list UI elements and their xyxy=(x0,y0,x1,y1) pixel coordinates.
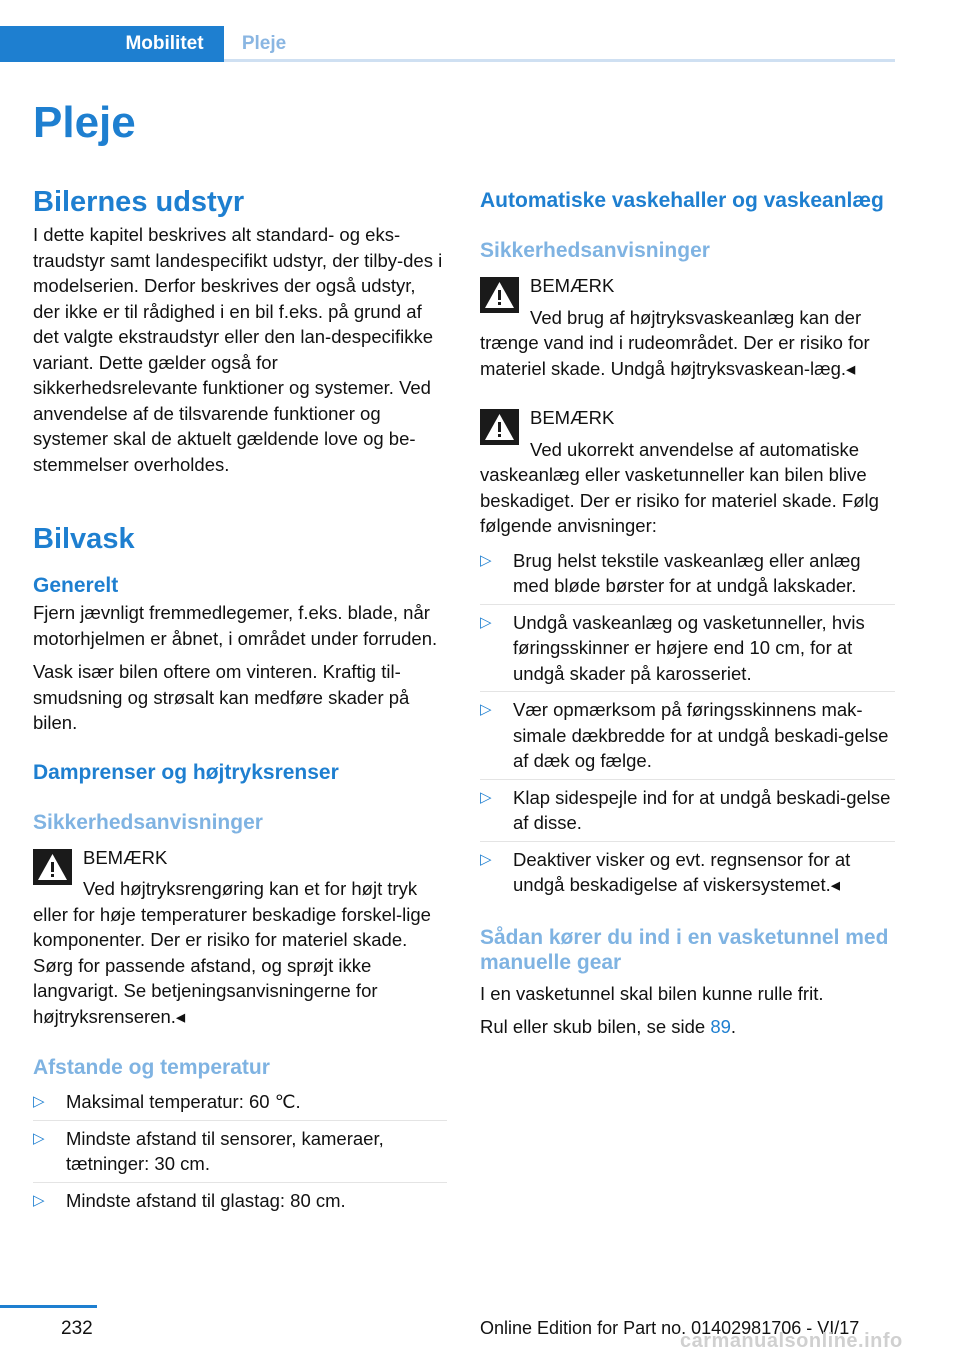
paragraph-udstyr: I dette kapitel beskrives alt standard- og eks-traudstyr samt landespecifikt udstyr, der tilby-des i modelserien. Derfor beskrives der også udstyr, der ikke er til rådighed i en bil f.eks. på grund af det valgte ekstraudstyr eller den lan-despecifikke variant. Dette gælder også for sikkerhedsrelevante funktioner og systemer. Ved anvendelse af de tilsvarende funktioner og systemer skal de aktuelt gældende love og be-stemmelser overholdes. xyxy=(33,224,443,475)
triangle-bullet-icon: ▷ xyxy=(480,701,492,718)
right-column xyxy=(480,184,895,1040)
triangle-bullet-icon: ▷ xyxy=(33,1093,45,1110)
left-column xyxy=(33,184,447,1218)
heading-bilvask: Bilvask xyxy=(33,523,135,555)
warning-icon xyxy=(33,849,72,885)
list-item: ▷ Mindste afstand til glastag: 80 cm. xyxy=(33,1183,447,1219)
page-title: Pleje xyxy=(33,98,136,147)
breadcrumb xyxy=(0,26,895,62)
breadcrumb-mobilitet[interactable]: Mobilitet xyxy=(105,26,224,62)
triangle-bullet-icon: ▷ xyxy=(33,1129,45,1147)
footer-rule xyxy=(0,1305,97,1308)
watermark: carmanualsonline.info xyxy=(680,1330,903,1352)
list-item: ▷ Mindste afstand til sensorer, kameraer, tætninger: 30 cm. xyxy=(33,1121,447,1183)
triangle-bullet-icon: ▷ xyxy=(480,613,492,631)
warning-icon xyxy=(480,409,519,445)
heading-automatiske-vaskehaller: Automatiske vaskehaller og vaskeanlæg xyxy=(480,189,884,212)
paragraph-generelt-2: Vask især bilen oftere om vinteren. Kraftig til-smudsning og strøsalt kan medføre skader på bilen. xyxy=(33,661,410,733)
note-vaskeanlaeg xyxy=(480,405,895,539)
note-text-first: Ved brug af højtryksvaskeanlæg kan der xyxy=(530,306,862,328)
warning-icon xyxy=(480,277,519,313)
note-label: BEMÆRK xyxy=(530,407,615,428)
breadcrumb-rule xyxy=(224,59,895,62)
edition-text: Online Edition for Part no. 01402981706 - VI/17 xyxy=(480,1318,860,1338)
paragraph-generelt-1: Fjern jævnligt fremmedlegemer, f.eks. blade, når motorhjelmen er åbnet, i området under forruden. xyxy=(33,602,438,649)
note-text-rest: eller for høje temperaturer beskadige forskel-lige komponenter. Der er risiko for materiel skade. Sørg for passende afstand, og sprøjt ikke langvarigt. Se betjeningsanvisningerne for højtryksrenseren.◂ xyxy=(33,903,431,1027)
note-text-rest: vaskeanlæg eller vasketunneller kan bilen blive beskadiget. Der er risiko for materiel skade. Følg følgende anvisninger: xyxy=(480,464,879,536)
heading-sikkerhedsanvisninger-left: Sikkerhedsanvisninger xyxy=(33,810,263,834)
breadcrumb-accent xyxy=(0,26,105,62)
list-item: ▷ Vær opmærksom på føringsskinnens mak-simale dækbredde for at undgå beskadi-gelse af dæk og fælge. xyxy=(480,692,895,780)
paragraph-tunnel-2: Rul eller skub bilen, se side 89. xyxy=(480,1016,737,1037)
triangle-bullet-icon: ▷ xyxy=(480,850,492,868)
heading-damprenser: Damprenser og højtryksrenser xyxy=(33,760,339,784)
note-text-rest: trænge vand ind i rudeområdet. Der er risiko for materiel skade. Undgå højtryksvaskean-læg.◂ xyxy=(480,332,870,379)
note-text-first: Ved højtryksrengøring kan et for højt tryk xyxy=(83,878,418,899)
list-vaskeanlaeg xyxy=(480,543,895,903)
triangle-bullet-icon: ▷ xyxy=(480,551,492,569)
heading-afstande: Afstande og temperatur xyxy=(33,1056,270,1079)
list-item: ▷ Brug helst tekstile vaskeanlæg eller anlæg med bløde børster for at undgå lakskader. xyxy=(480,543,895,605)
heading-bilernes-udstyr: Bilernes udstyr xyxy=(33,186,245,218)
list-item: ▷ Deaktiver visker og evt. regnsensor for at undgå beskadigelse af viskersystemet.◂ xyxy=(480,848,851,895)
note-text-first: Ved ukorrekt anvendelse af automatiske xyxy=(530,438,860,460)
note-hojtryksvask xyxy=(480,273,895,381)
breadcrumb-pleje[interactable]: Pleje xyxy=(241,33,287,54)
paragraph-tunnel-1: I en vasketunnel skal bilen kunne rulle frit. xyxy=(480,982,824,1004)
heading-generelt: Generelt xyxy=(33,574,119,597)
page-link-89[interactable]: 89 xyxy=(710,1016,731,1037)
page-number: 232 xyxy=(61,1318,93,1339)
triangle-bullet-icon: ▷ xyxy=(480,788,492,806)
note-label: BEMÆRK xyxy=(530,275,615,296)
list-afstande xyxy=(33,1084,447,1218)
list-item: ▷ Maksimal temperatur: 60 ℃. xyxy=(33,1084,447,1121)
heading-vasketunnel: Sådan kører du ind i en vasketunnel med manuelle gear xyxy=(480,925,889,974)
note-damprenser xyxy=(33,845,447,1030)
note-label: BEMÆRK xyxy=(83,846,168,868)
heading-sikkerhedsanvisninger-right: Sikkerhedsanvisninger xyxy=(480,239,710,262)
list-item: ▷ Undgå vaskeanlæg og vasketunneller, hvis føringsskinner er højere end 10 cm, for at undgå skader på karosseriet. xyxy=(480,605,895,693)
triangle-bullet-icon: ▷ xyxy=(33,1191,45,1209)
list-item: ▷ Klap sidespejle ind for at undgå beskadi-gelse af disse. xyxy=(480,780,895,842)
